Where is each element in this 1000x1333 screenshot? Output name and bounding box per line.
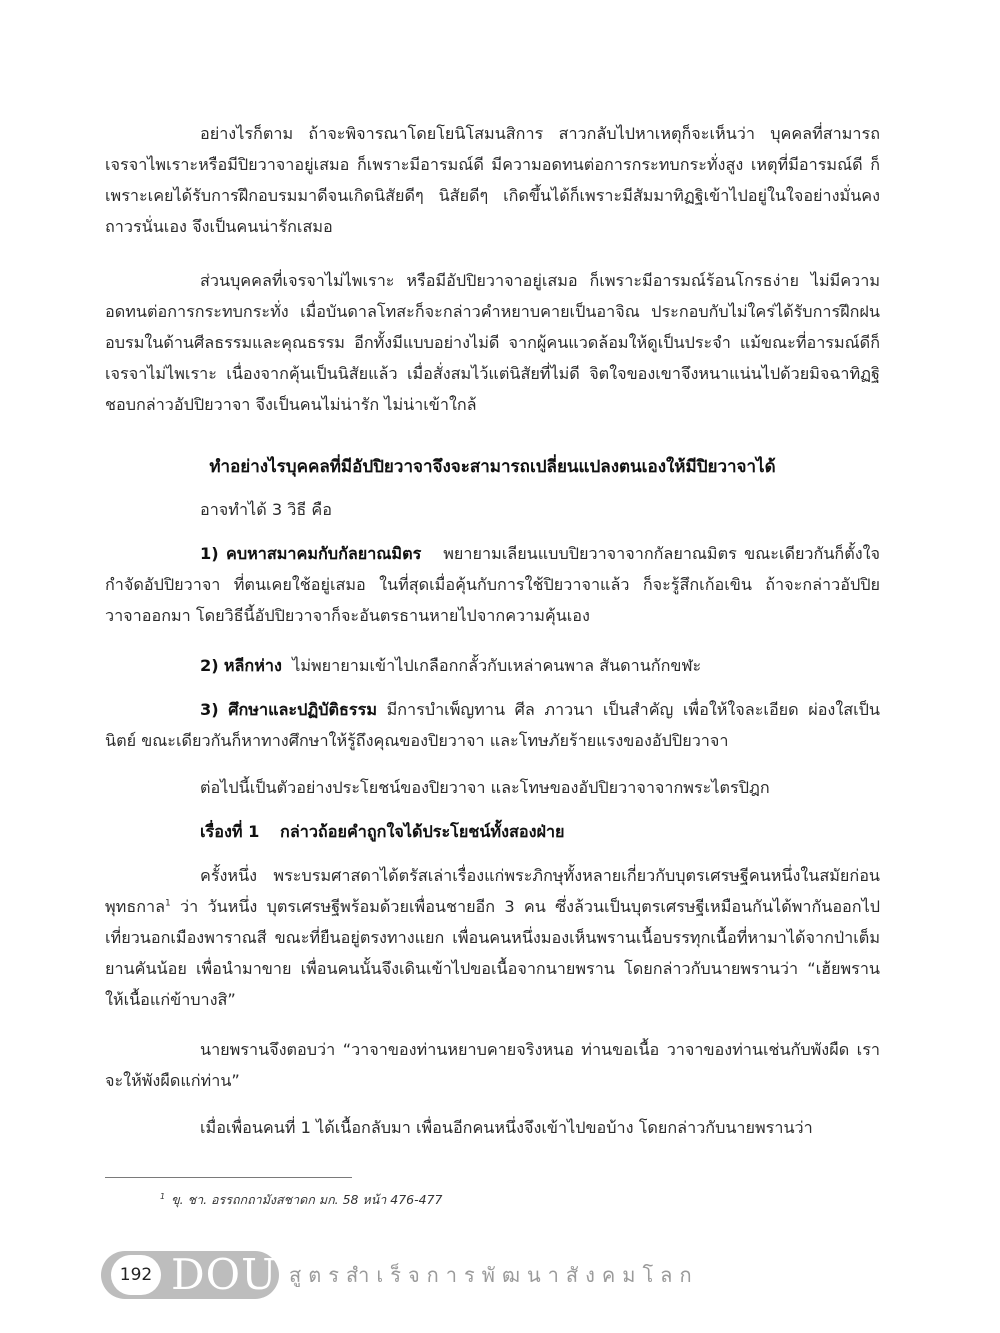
method-1-number: 1) [200,544,219,563]
book-title: สูตรสำเร็จการพัฒนาสังคมโลก [289,1263,699,1287]
story-heading [105,816,880,847]
footnote-reference: 1 [165,898,171,909]
page-badge [101,1251,279,1299]
method-1 [105,538,880,631]
method-3-text: มีการบำเพ็ญทาน ศีล ภาวนา เป็นสำคัญ เพื่อให้ใจละเอียด ผ่องใสเป็นนิตย์ ขณะเดียวกันก็หาทางศึกษาให้รู้ถึงคุณของปิยวาจา และโทษภัยร้ายแรงของอัปปิยวาจา [105,700,880,750]
method-2 [105,650,880,681]
section-heading: ทำอย่างไรบุคคลที่มีอัปปิยวาจาจึงจะสามารถเปลี่ยนแปลงตนเองให้มีปิยวาจาได้ [209,457,776,477]
paragraph-2 [105,265,880,420]
story-label: เรื่องที่ 1 [200,822,260,841]
story-p2-text: นายพรานจึงตอบว่า “วาจาของท่านหยาบคายจริงหนอ ท่านขอเนื้อ วาจาของท่านเช่นกับพังผืด เราจะให้พังผืดแก่ท่าน” [105,1040,880,1090]
page-number: 192 [111,1255,161,1295]
paragraph-1 [105,118,880,242]
paragraph-2-text: ส่วนบุคคลที่เจรจาไม่ไพเราะ หรือมีอัปปิยวาจาอยู่เสมอ ก็เพราะมีอารมณ์ร้อนโกรธง่าย ไม่มีความอดทนต่อการกระทบกระทั่ง เมื่อบันดาลโทสะก็จะกล่าวคำหยาบคายเป็นอาจิณ ประกอบกับไม่ใคร่ได้รับการฝึกฝนอบรมในด้านศีลธรรมและคุณธรรม อีกทั้งมีแบบอย่างไม่ดี จากผู้คนแวดล้อมให้ดูเป็นประจำ แม้ขณะที่อารมณ์ดีก็เจรจาไม่ไพเราะ เนื่องจากคุ้นเป็นนิสัยแล้ว เมื่อสั่งสมไว้แต่นิสัยที่ไม่ดี จิตใจของเขาจึงหนาแน่นไปด้วยมิจฉาทิฏฐิ ชอบกล่าวอัปปิยวาจา จึงเป็นคนไม่น่ารัก ไม่น่าเข้าใกล้ [105,271,880,414]
story-paragraph-1 [105,860,880,1015]
story-p3-text: เมื่อเพื่อนคนที่ 1 ได้เนื้อกลับมา เพื่อนอีกคนหนึ่งจึงเข้าไปขอบ้าง โดยกล่าวกับนายพรานว่า [200,1118,813,1137]
footnote [160,1187,442,1210]
story-paragraph-3 [105,1112,880,1143]
method-1-title: คบหาสมาคมกับกัลยาณมิตร [226,544,422,563]
methods-intro-text: อาจทำได้ 3 วิธี คือ [200,500,332,519]
method-3-number: 3) [200,700,219,719]
story-p1-after: ว่า วันหนึ่ง บุตรเศรษฐีพร้อมด้วยเพื่อนชายอีก 3 คน ซึ่งล้วนเป็นบุตรเศรษฐีเหมือนกันได้พากันออกไปเที่ยวนอกเมืองพาราณสี ขณะที่ยืนอยู่ตรงทางแยก เพื่อนคนหนึ่งมองเห็นพรานเนื้อบรรทุกเนื้อที่หามาได้จากป่าเต็มยานคันน้อย เพื่อนำมาขาย เพื่อนคนนั้นจึงเดินเข้าไปขอเนื้อจากนายพราน โดยกล่าวกับนายพรานว่า “เฮ้ยพราน ให้เนื้อแก่ข้าบางสิ” [105,897,880,1009]
footnote-divider [105,1177,352,1178]
brand-logo: DOU [171,1250,278,1299]
method-1-text: พยายามเลียนแบบปิยวาจาจากกัลยาณมิตร ขณะเดียวกันก็ตั้งใจกำจัดอัปปิยวาจา ที่ตนเคยใช้อยู่เสมอ ในที่สุดเมื่อคุ้นกับการใช้ปิยวาจาแล้ว ก็จะรู้สึกเก้อเขิน ถ้าจะกล่าวอัปปิยวาจาออกมา โดยวิธีนี้อัปปิยวาจาก็จะอันตรธานหายไปจากความคุ้นเอง [105,544,880,625]
methods-intro [105,494,880,525]
footnote-marker: 1 [160,1192,166,1201]
method-2-number: 2) [200,656,219,675]
examples-intro [105,772,880,803]
story-title: กล่าวถ้อยคำถูกใจได้ประโยชน์ทั้งสองฝ่าย [280,822,565,841]
method-2-title: หลีกห่าง [223,656,282,675]
story-p1-before: ครั้งหนึ่ง พระบรมศาสดาได้ตรัสเล่าเรื่องแก่พระภิกษุทั้งหลายเกี่ยวกับบุตรเศรษฐีคนหนึ่งในสมัยก่อนพุทธกาล [105,866,880,916]
page-footer [101,1250,699,1300]
method-3 [105,694,880,756]
method-3-title: ศึกษาและปฏิบัติธรรม [228,700,377,719]
method-2-text: ไม่พยายามเข้าไปเกลือกกลั้วกับเหล่าคนพาล สันดานกักขฬะ [292,656,702,675]
examples-intro-text: ต่อไปนี้เป็นตัวอย่างประโยชน์ของปิยวาจา และโทษของอัปปิยวาจาจากพระไตรปิฎก [200,778,770,797]
paragraph-1-text: อย่างไรก็ตาม ถ้าจะพิจารณาโดยโยนิโสมนสิการ สาวกลับไปหาเหตุก็จะเห็นว่า บุคคลที่สามารถเจรจาไพเราะหรือมีปิยวาจาอยู่เสมอ ก็เพราะมีอารมณ์ดี มีความอดทนต่อการกระทบกระทั่งสูง เหตุที่มีอารมณ์ดี ก็เพราะเคยได้รับการฝึกอบรมมาดีจนเกิดนิสัยดีๆ นิสัยดีๆ เกิดขึ้นได้ก็เพราะมีสัมมาทิฏฐิเข้าไปอยู่ในใจอย่างมั่นคงถาวรนั่นเอง จึงเป็นคนน่ารักเสมอ [105,124,880,236]
footnote-text: ขุ. ชา. อรรถกถามังสชาดก มก. 58 หน้า 476-477 [171,1192,443,1208]
story-paragraph-2 [105,1034,880,1096]
